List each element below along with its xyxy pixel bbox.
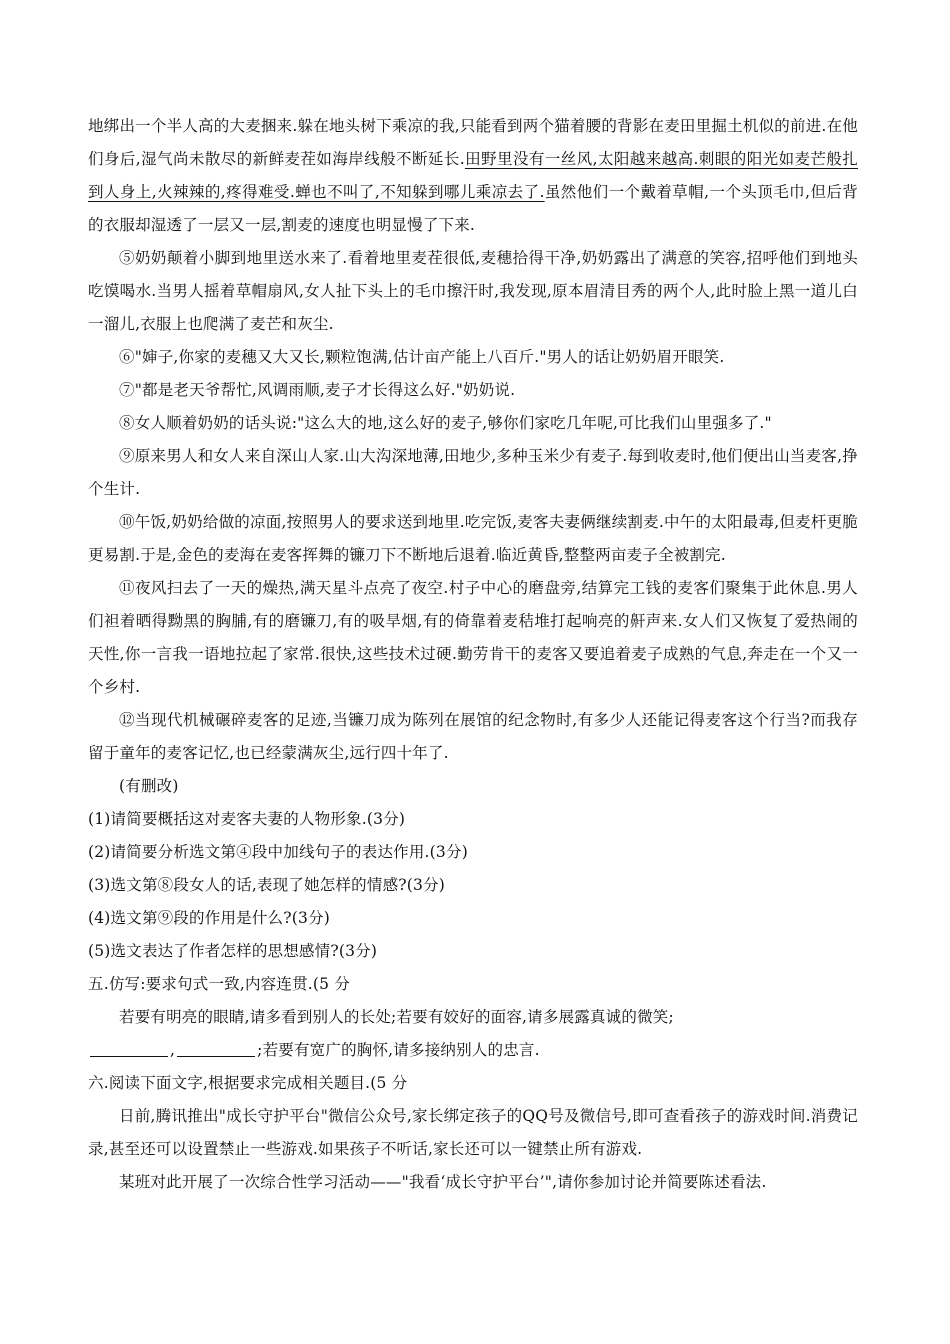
separator-comma: , xyxy=(170,1041,176,1059)
section-6-paragraph-1: 日前,腾讯推出"成长守护平台"微信公众号,家长绑定孩子的QQ号及微信号,即可查看孩子的游戏时间.消费记录,甚至还可以设置禁止一些游戏.如果孩子不听话,家长还可以一键禁止所有游戏. xyxy=(88,1107,858,1158)
section-6-paragraph-2: 某班对此开展了一次综合性学习活动——"我看‘成长守护平台’",请你参加讨论并简要陈述看法. xyxy=(119,1173,767,1191)
answer-blank-1[interactable] xyxy=(90,1041,168,1058)
paragraph-4-text-before: 地绑出一个半人高的大麦捆来.躲在地头树下乘凉的我,只能看到两个猫着腰的背影在麦田里掘土机似的前进.在他们身后,湿气尚未散尽的新鲜麦茬如海岸线般不断延长. xyxy=(88,117,858,168)
section-5-title: 五.仿写:要求句式一致,内容连贯.(5 分 xyxy=(88,975,351,993)
source-note: (有删改) xyxy=(119,777,179,795)
paragraph-9: ⑨原来男人和女人来自深山人家.山大沟深地薄,田地少,多种玉米少有麦子.每到收麦时,他们便出山当麦客,挣个生计. xyxy=(88,447,858,498)
paragraph-11: ⑪夜风扫去了一天的燥热,满天星斗点亮了夜空.村子中心的磨盘旁,结算完工钱的麦客们聚集于此休息.男人们袒着晒得黝黑的胸脯,有的磨镰刀,有的吸旱烟,有的倚靠着麦秸堆打起响亮的鼾声来.女人们又恢复了爱热闹的天性,你一言我一语地拉起了家常.很快,这些技术过硬.勤劳肯干的麦客又要追着麦子成熟的气息,奔走在一个又一个乡村. xyxy=(88,579,858,696)
question-1: (1)请简要概括这对麦客夫妻的人物形象.(3分) xyxy=(88,810,406,828)
paragraph-8: ⑧女人顺着奶奶的话头说:"这么大的地,这么好的麦子,够你们家吃几年呢,可比我们山里强多了." xyxy=(119,414,772,432)
paragraph-7: ⑦"都是老天爷帮忙,风调雨顺,麦子才长得这么好."奶奶说. xyxy=(119,381,516,399)
section-5-line-2 xyxy=(88,1034,858,1067)
question-5: (5)选文表达了作者怎样的思想感情?(3分) xyxy=(88,942,378,960)
separator-semicolon: ; xyxy=(257,1041,263,1059)
section-5-line-1: 若要有明亮的眼睛,请多看到别人的长处;若要有姣好的面容,请多展露真诚的微笑; xyxy=(119,1008,674,1026)
paragraph-10: ⑩午饭,奶奶给做的凉面,按照男人的要求送到地里.吃完饭,麦客夫妻俩继续割麦.中午的太阳最毒,但麦杆更脆更易割.于是,金色的麦海在麦客挥舞的镰刀下不断地后退着.临近黄昏,整整两亩麦子全被割完. xyxy=(88,513,858,564)
document-content xyxy=(88,110,858,1199)
section-6-title: 六.阅读下面文字,根据要求完成相关题目.(5 分 xyxy=(88,1074,408,1092)
question-2: (2)请简要分析选文第④段中加线句子的表达作用.(3分) xyxy=(88,843,468,861)
paragraph-12: ⑫当现代机械碾碎麦客的足迹,当镰刀成为陈列在展馆的纪念物时,有多少人还能记得麦客这个行当?而我存留于童年的麦客记忆,也已经蒙满灰尘,远行四十年了. xyxy=(88,711,858,762)
answer-blank-2[interactable] xyxy=(177,1041,255,1058)
paragraph-4-continued xyxy=(88,110,858,242)
section-5-line-2-end: 若要有宽广的胸怀,请多接纳别人的忠言. xyxy=(262,1041,540,1059)
paragraph-4-text-after: 虽然他们一个戴着草帽,一个头顶毛巾,但后背的衣服却湿透了一层又一层,割麦的速度也明显慢了下来. xyxy=(88,183,858,234)
question-4: (4)选文第⑨段的作用是什么?(3分) xyxy=(88,909,331,927)
underlined-sentence: 田野里没有一丝风,太阳越来越高.刺眼的阳光如麦芒般扎到人身上,火辣辣的,疼得难受.蝉也不叫了,不知躲到哪儿乘凉去了. xyxy=(88,150,858,201)
question-3: (3)选文第⑧段女人的话,表现了她怎样的情感?(3分) xyxy=(88,876,446,894)
paragraph-6: ⑥"婶子,你家的麦穗又大又长,颗粒饱满,估计亩产能上八百斤."男人的话让奶奶眉开眼笑. xyxy=(119,348,725,366)
paragraph-5: ⑤奶奶颠着小脚到地里送水来了.看着地里麦茬很低,麦穗拾得干净,奶奶露出了满意的笑容,招呼他们到地头吃馍喝水.当男人摇着草帽扇风,女人扯下头上的毛巾擦汗时,我发现,原本眉清目秀的两个人,此时脸上黑一道儿白一溜儿,衣服上也爬满了麦芒和灰尘. xyxy=(88,249,858,333)
